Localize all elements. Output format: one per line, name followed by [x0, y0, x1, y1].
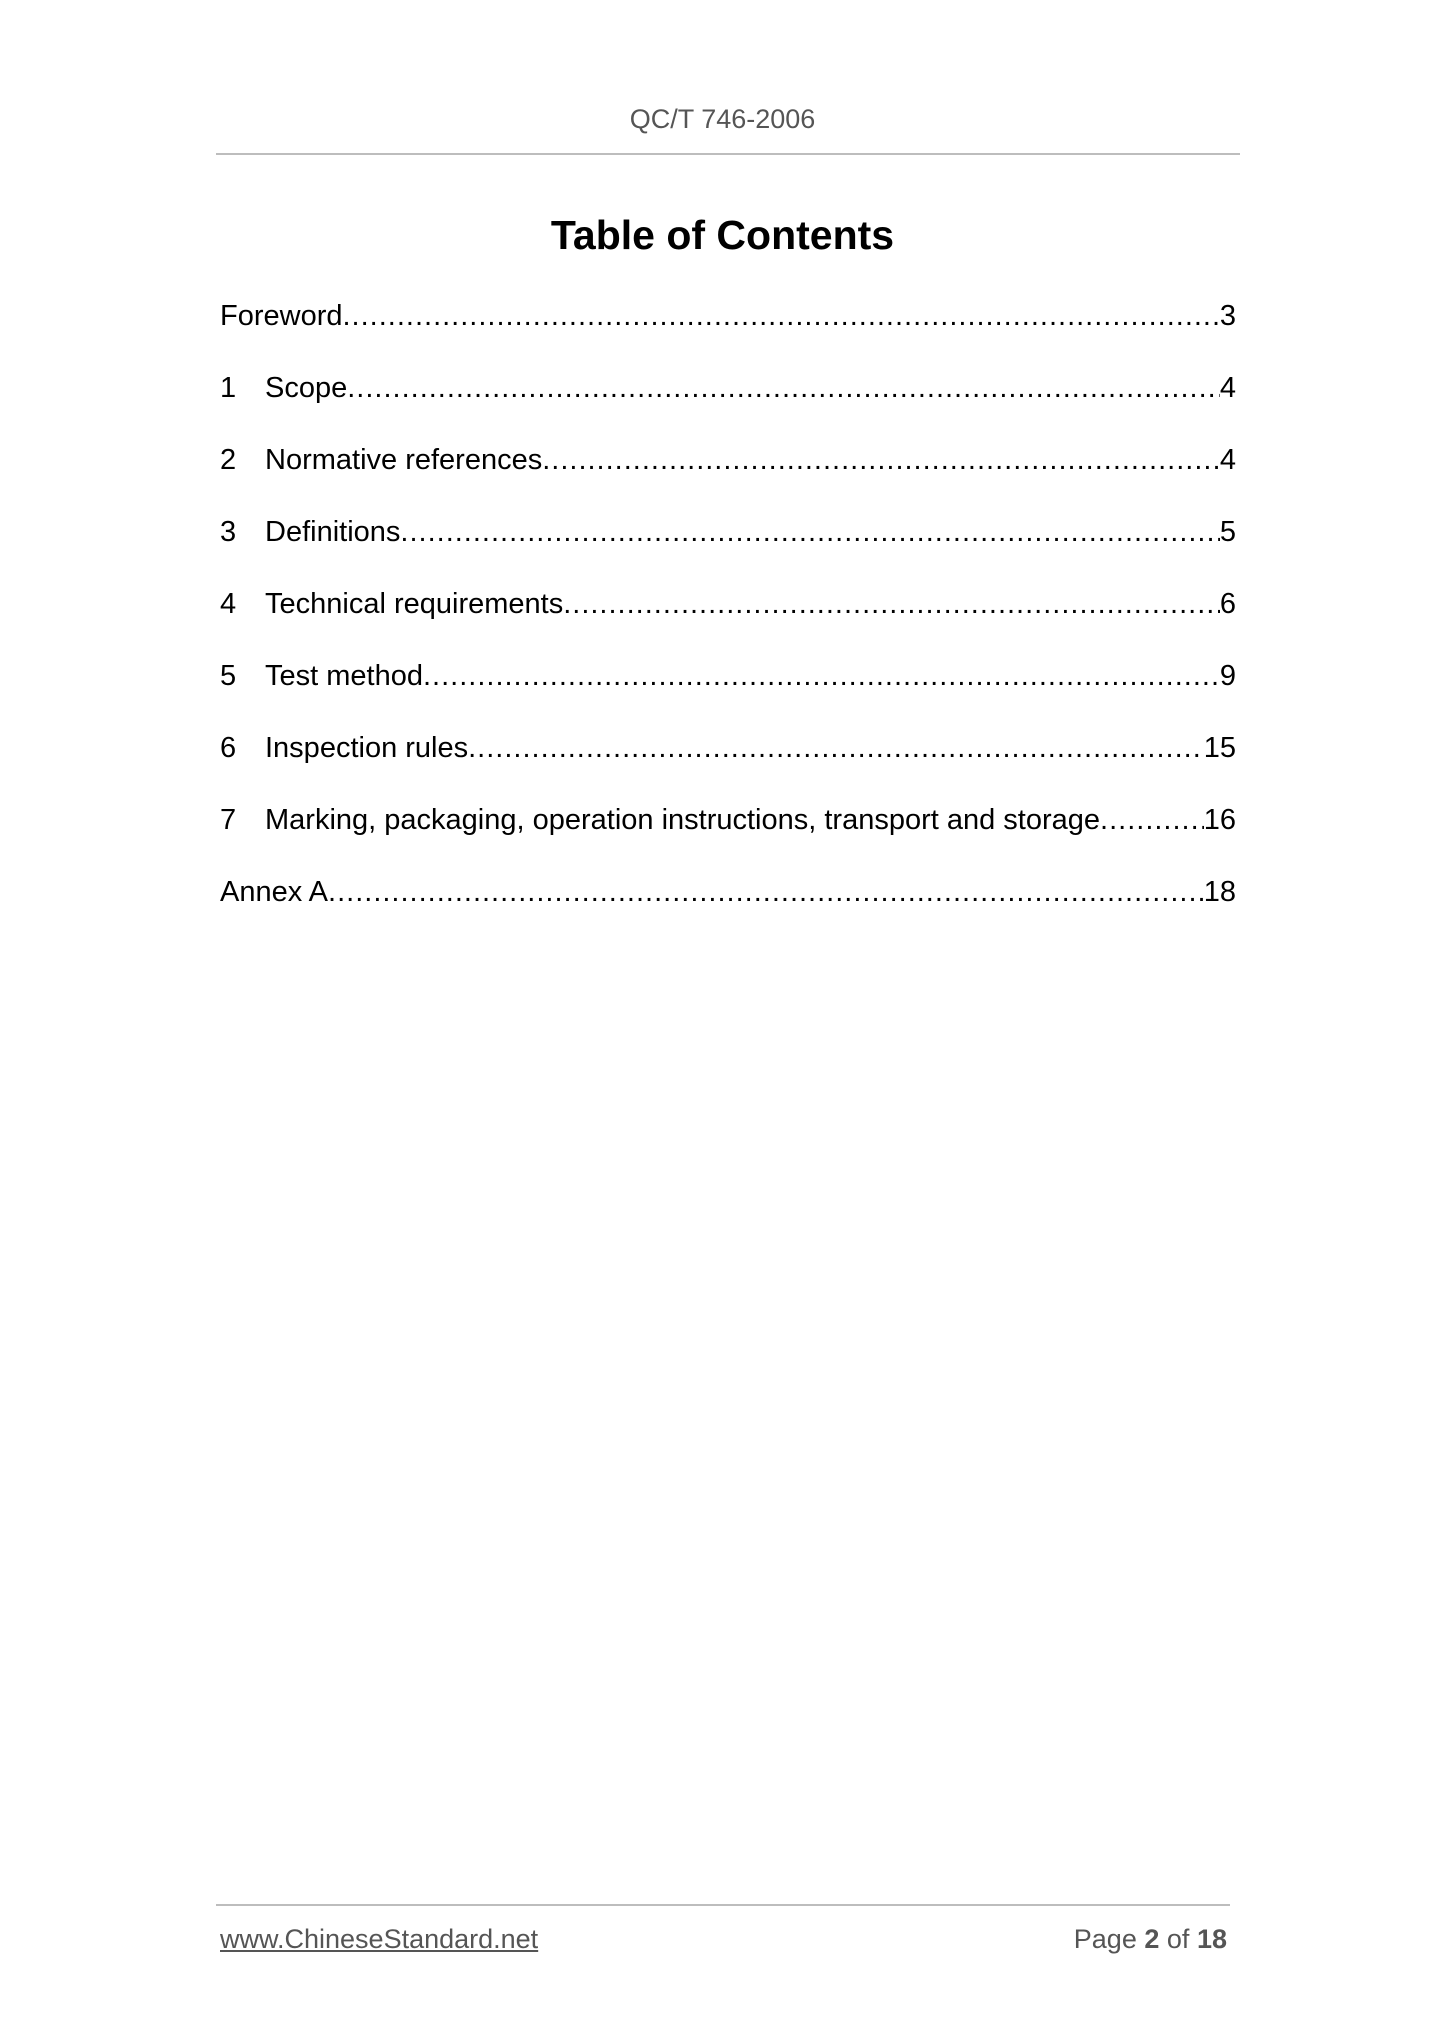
- toc-entry-number: 4: [220, 588, 237, 620]
- toc-entry-label: Normative references: [265, 444, 543, 476]
- toc-dot-leader: [400, 512, 1219, 552]
- toc-entry-page: 5: [1219, 516, 1236, 548]
- toc-entry-label: Inspection rules: [265, 732, 469, 764]
- toc-entry-foreword[interactable]: [220, 296, 1236, 368]
- toc-entry-normative-references[interactable]: [220, 440, 1236, 512]
- toc-entry-marking-packaging[interactable]: [220, 800, 1236, 872]
- toc-entry-test-method[interactable]: [220, 656, 1236, 728]
- page-current: 2: [1144, 1924, 1160, 1954]
- toc-entry-number: 2: [220, 444, 237, 476]
- toc-entry-label: Scope: [265, 372, 348, 404]
- website-link[interactable]: www.ChineseStandard.net: [220, 1924, 539, 1954]
- page-of: of: [1166, 1924, 1190, 1954]
- toc-entry-page: 16: [1203, 804, 1236, 836]
- toc-dot-leader: [347, 368, 1220, 408]
- toc-entry-label: Marking, packaging, operation instructions, transport and storage: [265, 804, 1101, 836]
- toc-entry-number: 5: [220, 660, 237, 692]
- toc-entry-label: Definitions: [265, 516, 401, 548]
- toc-entry-scope[interactable]: [220, 368, 1236, 440]
- toc-entry-page: 4: [1219, 372, 1236, 404]
- toc-entry-annex-a[interactable]: [220, 872, 1236, 944]
- toc-title: Table of Contents: [550, 212, 895, 258]
- toc-dot-leader: [563, 584, 1220, 624]
- toc-dot-leader: [343, 296, 1220, 336]
- page-indicator: [1074, 1924, 1227, 1955]
- toc-dot-leader: [328, 872, 1204, 912]
- toc-entry-definitions[interactable]: [220, 512, 1236, 584]
- header-divider: [216, 153, 1240, 155]
- toc-entry-number: 7: [220, 804, 237, 836]
- toc-dot-leader: [468, 728, 1204, 768]
- toc-entry-technical-requirements[interactable]: [220, 584, 1236, 656]
- toc-entry-page: 9: [1219, 660, 1236, 692]
- toc-entry-label: Technical requirements: [265, 588, 564, 620]
- toc-entry-number: 6: [220, 732, 237, 764]
- toc-entry-page: 6: [1219, 588, 1236, 620]
- toc-entry-page: 4: [1219, 444, 1236, 476]
- toc-entry-page: 15: [1203, 732, 1236, 764]
- page-total: 18: [1196, 1924, 1227, 1954]
- toc-entry-number: 1: [220, 372, 237, 404]
- toc-entry-label: Annex A: [220, 876, 329, 908]
- toc-dot-leader: [423, 656, 1220, 696]
- toc-entry-label: Test method: [265, 660, 423, 692]
- toc-entry-page: 18: [1203, 876, 1236, 908]
- toc-dot-leader: [542, 440, 1220, 480]
- page-prefix: Page: [1073, 1924, 1137, 1954]
- toc-dot-leader: [1100, 800, 1204, 840]
- footer-divider: [216, 1904, 1230, 1906]
- toc-entry-number: 3: [220, 516, 237, 548]
- toc-entry-label: Foreword: [220, 300, 343, 332]
- table-of-contents: [220, 296, 1236, 944]
- document-id-header: QC/T 746-2006: [629, 104, 816, 134]
- toc-entry-page: 3: [1219, 300, 1236, 332]
- toc-entry-inspection-rules[interactable]: [220, 728, 1236, 800]
